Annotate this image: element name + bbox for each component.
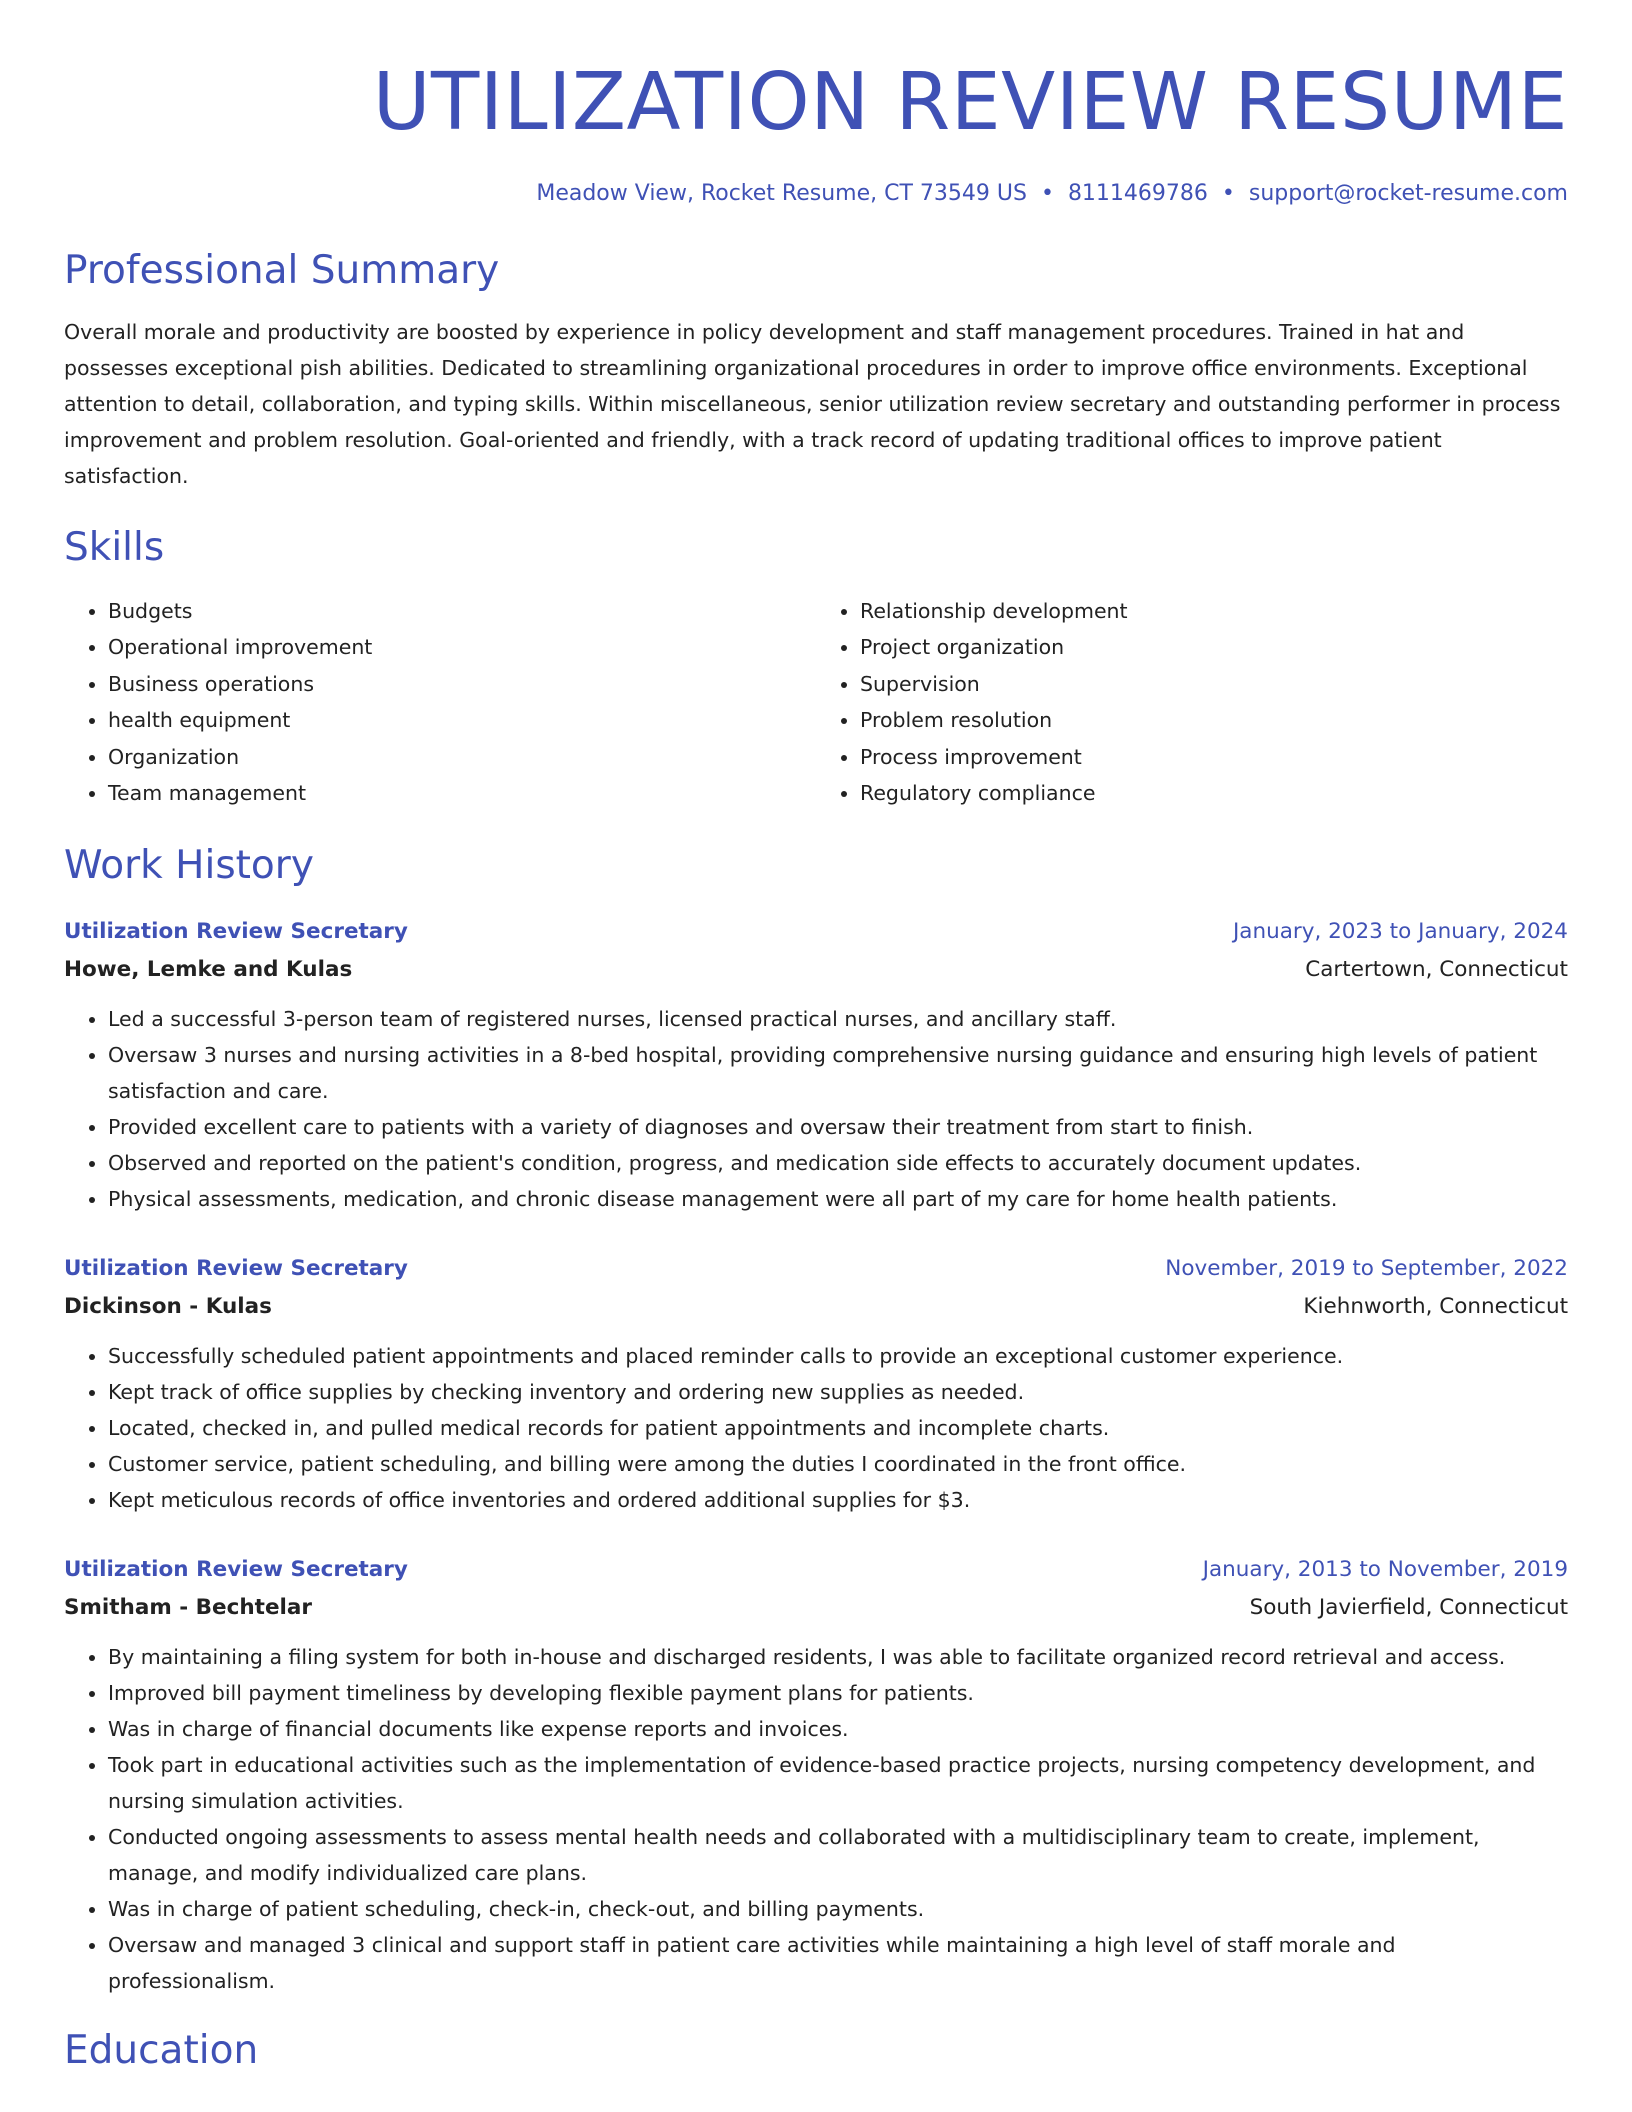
- duty-item: • Improved bill payment timeliness by developing flexible payment plans for patients.: [108, 1675, 1568, 1711]
- job-duties: [64, 1001, 1568, 1217]
- job-company: Smitham - Bechtelar: [64, 1595, 313, 1621]
- job-company-row: [64, 1291, 1568, 1323]
- skill-item: • Organization: [108, 739, 816, 775]
- skill-item: • Project organization: [860, 629, 1568, 665]
- duty-item: • Physical assessments, medication, and chronic disease management were all part of my care for home health patients.: [108, 1181, 1568, 1217]
- contact-address: Meadow View, Rocket Resume, CT 73549 US: [536, 181, 1027, 206]
- duty-item: • Successfully scheduled patient appointments and placed reminder calls to provide an exceptional customer experience.: [108, 1338, 1568, 1374]
- resume-page: [64, 50, 1568, 2076]
- job-title-row: [64, 1554, 1568, 1586]
- work-history-heading: Work History: [64, 843, 314, 889]
- contact-separator: •: [1040, 181, 1054, 206]
- contact-line: [64, 179, 1568, 209]
- duty-item: • Conducted ongoing assessments to assess mental health needs and collaborated with a multidisciplinary team to create, implement, manage, and modify individualized care plans.: [108, 1819, 1568, 1891]
- duty-item: • Provided excellent care to patients with a variety of diagnoses and oversaw their treatment from start to finish.: [108, 1109, 1568, 1145]
- skills-heading: Skills: [64, 525, 165, 570]
- job-duties: [64, 1338, 1568, 1518]
- job-title-row: [64, 1253, 1568, 1285]
- duty-item: • Led a successful 3-person team of registered nurses, licensed practical nurses, and ancillary staff.: [108, 1001, 1568, 1037]
- job-title: Utilization Review Secretary: [64, 1557, 408, 1583]
- skill-item: • Team management: [108, 775, 816, 811]
- skill-item: • Regulatory compliance: [860, 775, 1568, 811]
- contact-email: support@rocket-resume.com: [1248, 181, 1568, 206]
- contact-phone: 8111469786: [1067, 181, 1208, 206]
- skill-item: • Operational improvement: [108, 629, 816, 665]
- duty-item: • Customer service, patient scheduling, and billing were among the duties I coordinated in the front office.: [108, 1446, 1568, 1482]
- skill-item: • Process improvement: [860, 739, 1568, 775]
- job-location: Cartertown, Connecticut: [1305, 957, 1568, 983]
- skill-item: • Relationship development: [860, 593, 1568, 629]
- skills-column-left: [64, 593, 816, 811]
- duty-item: • Was in charge of patient scheduling, check-in, check-out, and billing payments.: [108, 1891, 1568, 1927]
- summary-heading: Professional Summary: [64, 248, 500, 293]
- duty-item: • By maintaining a filing system for both in-house and discharged residents, I was able to facilitate organized record retrieval and access.: [108, 1639, 1568, 1675]
- duty-item: • Observed and reported on the patient's condition, progress, and medication side effects to accurately document updates.: [108, 1145, 1568, 1181]
- skill-item: • health equipment: [108, 702, 816, 738]
- job-title-row: [64, 916, 1568, 948]
- job-title: Utilization Review Secretary: [64, 1256, 408, 1282]
- job-entry: [64, 916, 1568, 1217]
- job-dates: November, 2019 to September, 2022: [1165, 1256, 1568, 1282]
- job-company-row: [64, 1592, 1568, 1624]
- education-heading: Education: [64, 2028, 259, 2074]
- job-company: Dickinson - Kulas: [64, 1294, 272, 1320]
- job-company: Howe, Lemke and Kulas: [64, 957, 353, 983]
- duty-item: • Oversaw 3 nurses and nursing activities in a 8-bed hospital, providing comprehensive nursing guidance and ensuring high levels of patient satisfaction and care.: [108, 1037, 1568, 1109]
- job-dates: January, 2023 to January, 2024: [1232, 919, 1568, 945]
- job-entry: [64, 1253, 1568, 1518]
- job-dates: January, 2013 to November, 2019: [1202, 1557, 1568, 1583]
- skills-list: [64, 593, 1568, 811]
- duty-item: • Oversaw and managed 3 clinical and support staff in patient care activities while maintaining a high level of staff morale and professionalism.: [108, 1927, 1568, 1999]
- skill-item: • Supervision: [860, 666, 1568, 702]
- skill-item: • Budgets: [108, 593, 816, 629]
- resume-title: UTILIZATION REVIEW RESUME: [372, 56, 1568, 148]
- duty-item: • Was in charge of financial documents like expense reports and invoices.: [108, 1711, 1568, 1747]
- job-company-row: [64, 954, 1568, 986]
- job-title: Utilization Review Secretary: [64, 919, 408, 945]
- summary-text: Overall morale and productivity are boosted by experience in policy development and staff management procedures. Trained in hat and possesses exceptional pish abilities. Dedicated to streamlining organizational procedures in order to improve office environments. Exceptional attention to detail, collaboration, and typing skills. Within miscellaneous, senior utilization review secretary and outstanding performer in process improvement and problem resolution. Goal-oriented and friendly, with a track record of updating traditional offices to improve patient satisfaction.: [64, 320, 1561, 488]
- skill-item: • Business operations: [108, 666, 816, 702]
- job-duties: [64, 1639, 1568, 1999]
- duty-item: • Kept meticulous records of office inventories and ordered additional supplies for $3.: [108, 1482, 1568, 1518]
- job-entry: [64, 1554, 1568, 1999]
- skill-item: • Problem resolution: [860, 702, 1568, 738]
- job-location: Kiehnworth, Connecticut: [1303, 1294, 1568, 1320]
- skills-column-right: [816, 593, 1568, 811]
- duty-item: • Kept track of office supplies by checking inventory and ordering new supplies as needed.: [108, 1374, 1568, 1410]
- duty-item: • Took part in educational activities such as the implementation of evidence-based practice projects, nursing competency development, and nursing simulation activities.: [108, 1747, 1568, 1819]
- job-location: South Javierfield, Connecticut: [1249, 1595, 1568, 1621]
- contact-separator: •: [1221, 181, 1235, 206]
- duty-item: • Located, checked in, and pulled medical records for patient appointments and incomplete charts.: [108, 1410, 1568, 1446]
